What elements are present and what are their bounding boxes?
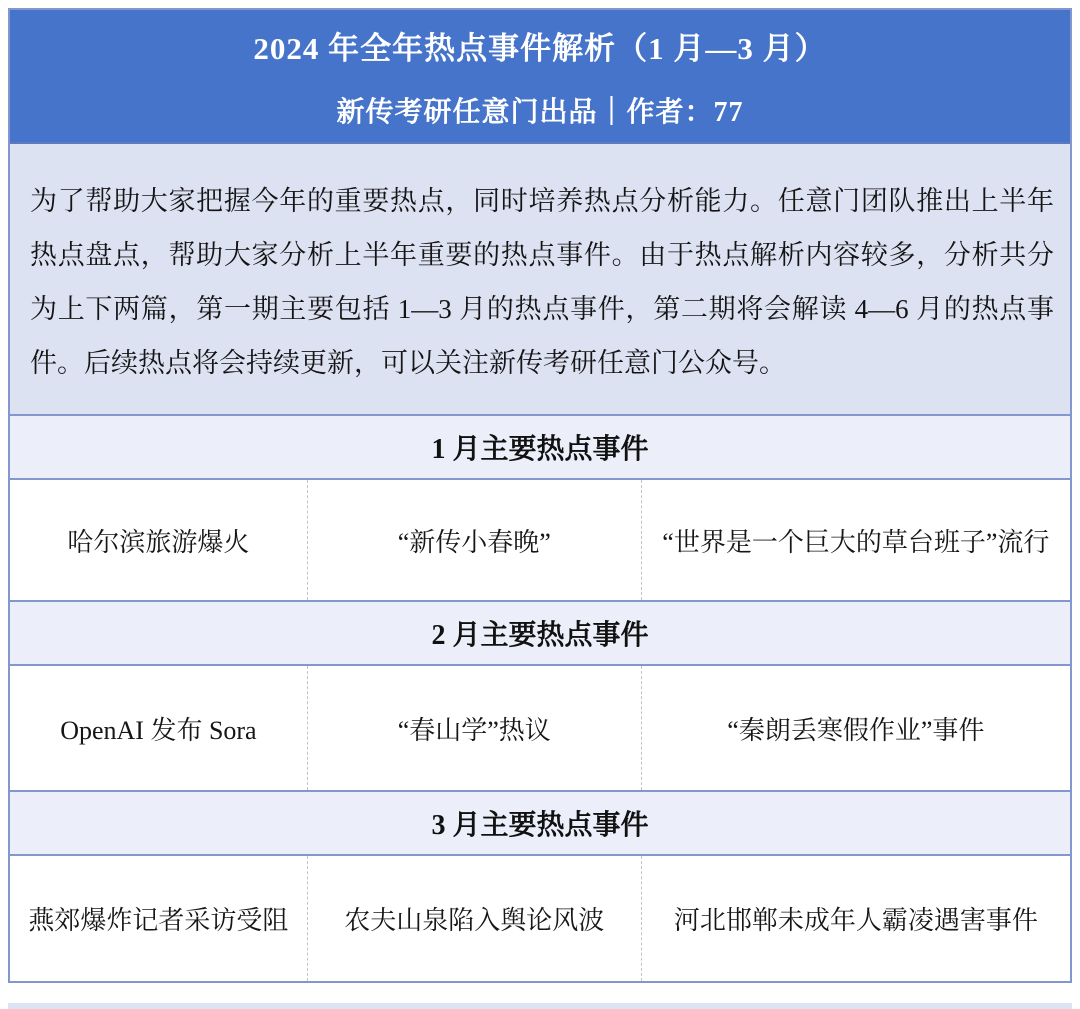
header-banner — [10, 10, 1070, 144]
next-section-peek — [8, 1003, 1072, 1009]
section-title: 3 月主要热点事件 — [431, 810, 649, 841]
event-cell: “春山学”热议 — [307, 666, 641, 790]
event-cell: OpenAI 发布 Sora — [60, 715, 257, 745]
event-cell: “世界是一个巨大的草台班子”流行 — [641, 480, 1070, 600]
section-header-january — [10, 416, 1070, 480]
event-cell: “秦朗丢寒假作业”事件 — [641, 666, 1070, 790]
event-cell: 燕郊爆炸记者采访受阻 — [28, 906, 289, 935]
section-header-march — [10, 792, 1070, 856]
hot-topics-table — [8, 8, 1072, 983]
intro-paragraph: 为了帮助大家把握今年的重要热点，同时培养热点分析能力。任意门团队推出上半年热点盘点，帮助大家分析上半年重要的热点事件。由于热点解析内容较多，分析共分为上下两篇，第一期主要包括 1—3 月的热点事件，第二期将会解读 4—6 月的热点事件。后续热点将会持续更新，可以关注新传考研任意门公众号。 — [10, 144, 1070, 416]
section-title: 2 月主要热点事件 — [431, 620, 649, 651]
event-cell: 河北邯郸未成年人霸凌遇害事件 — [641, 856, 1070, 981]
event-row-february — [10, 666, 1070, 792]
event-cell: 哈尔滨旅游爆火 — [67, 527, 250, 557]
section-title: 1 月主要热点事件 — [431, 434, 649, 465]
article-title: 2024 年全年热点事件解析（1 月—3 月） — [253, 30, 827, 66]
section-header-february — [10, 602, 1070, 666]
event-row-january — [10, 480, 1070, 602]
event-cell: 农夫山泉陷入舆论风波 — [307, 856, 641, 981]
event-row-march — [10, 856, 1070, 981]
article-subtitle: 新传考研任意门出品｜作者：77 — [336, 96, 744, 128]
event-cell: “新传小春晚” — [307, 480, 641, 600]
